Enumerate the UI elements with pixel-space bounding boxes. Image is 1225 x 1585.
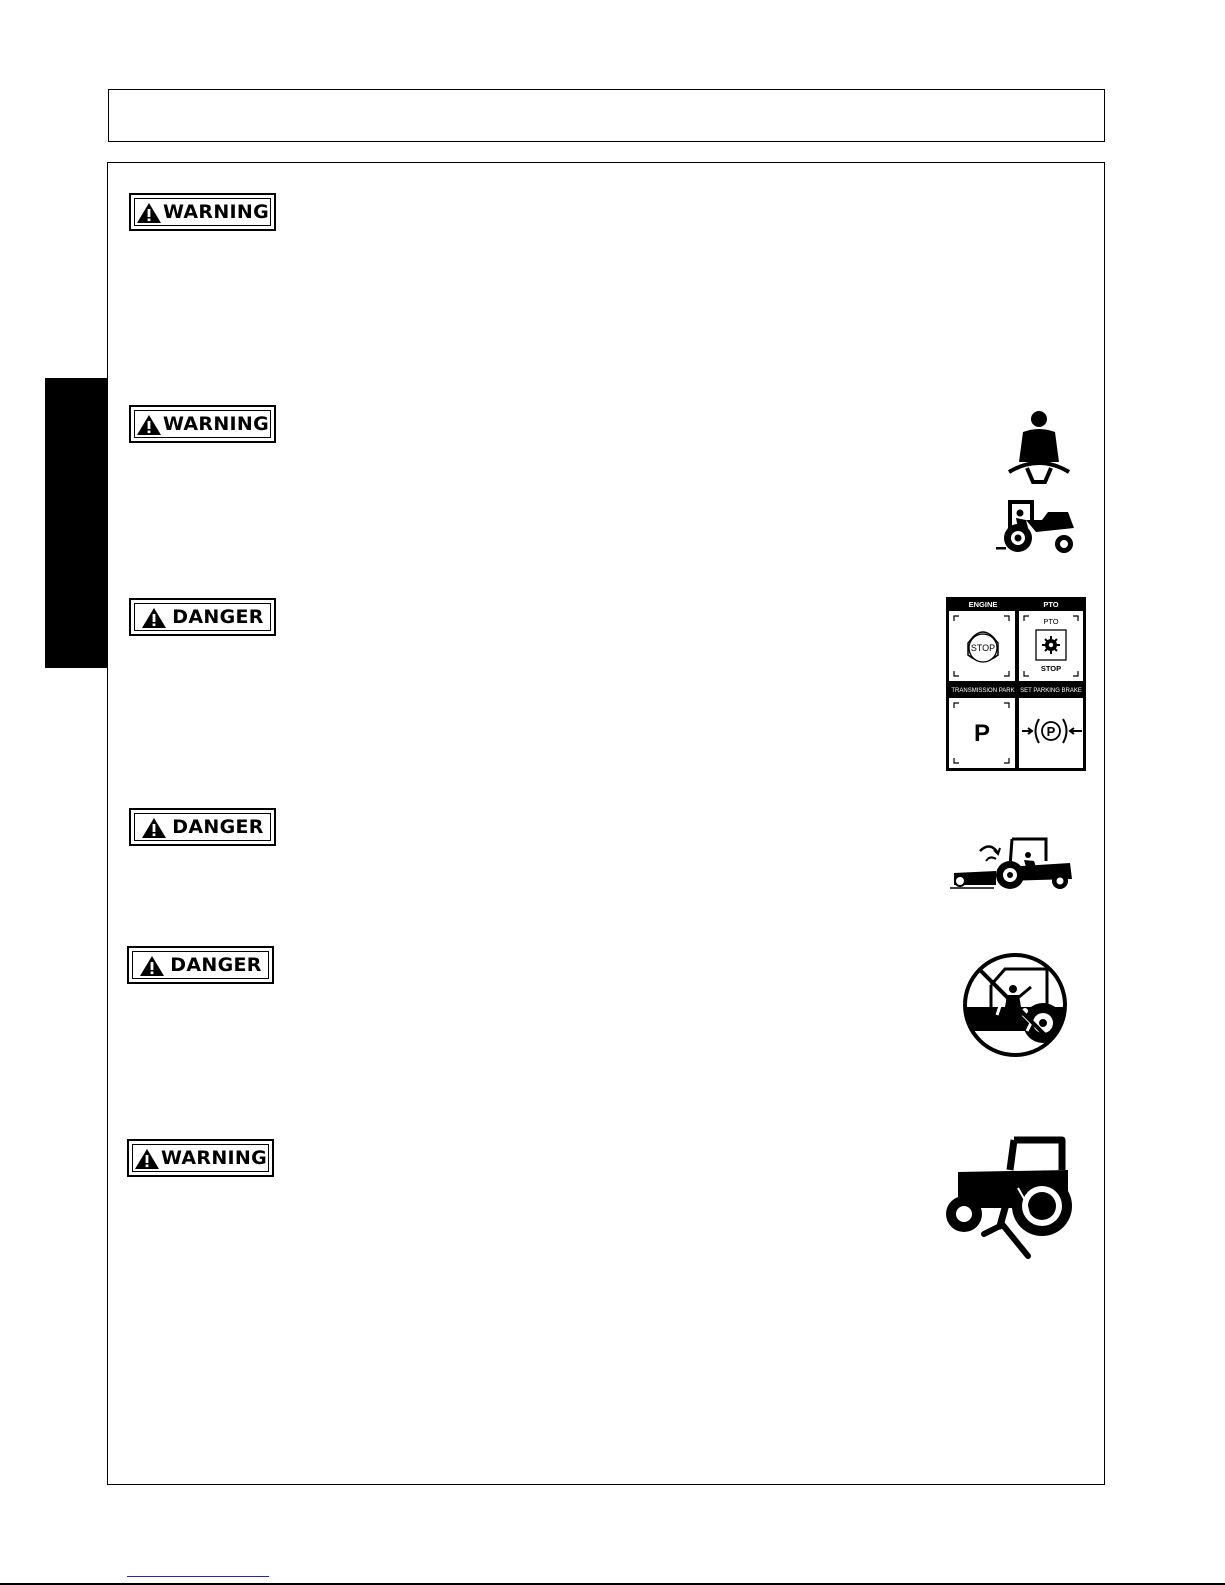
transmission-header: TRANSMISSION PARK (951, 688, 1015, 694)
alert-triangle-icon (139, 955, 165, 977)
danger-badge (129, 808, 276, 846)
rops-tractor-icon (996, 498, 1078, 560)
engine-header: ENGINE (968, 600, 998, 609)
runover-hazard-icon (944, 1136, 1074, 1260)
warning-badge (129, 193, 276, 231)
parking-brake-letter: P (1046, 724, 1056, 739)
warning-badge (127, 1139, 274, 1177)
signal-word: DANGER (172, 816, 264, 838)
danger-badge (127, 946, 274, 984)
warning-badge (129, 405, 276, 443)
pto-stop-label: STOP (1040, 664, 1062, 673)
footer-rule (0, 1583, 1225, 1585)
pto-label: PTO (1043, 617, 1059, 626)
seat-belt-icon (1003, 410, 1075, 486)
pto-header: PTO (1043, 600, 1059, 609)
section-side-tab (45, 378, 108, 668)
thrown-object-tractor-icon (950, 833, 1074, 897)
no-riders-icon (961, 951, 1069, 1059)
alert-triangle-icon (136, 414, 162, 436)
brake-header: SET PARKING BRAKE (1020, 688, 1082, 694)
alert-triangle-icon (141, 607, 167, 629)
signal-word: DANGER (172, 606, 264, 628)
page-header-box (108, 89, 1105, 142)
signal-word: DANGER (170, 954, 262, 976)
danger-badge (129, 598, 276, 636)
alert-triangle-icon (134, 1148, 160, 1170)
signal-word: WARNING (162, 201, 269, 223)
alert-triangle-icon (136, 202, 162, 224)
transmission-park-letter: P (973, 720, 991, 747)
signal-word: WARNING (160, 1147, 267, 1169)
signal-word: WARNING (162, 413, 269, 435)
engine-stop-label: STOP (970, 643, 996, 653)
footer-link-underline[interactable] (127, 1576, 269, 1577)
alert-triangle-icon (141, 817, 167, 839)
shutdown-procedure-panel (946, 597, 1086, 771)
